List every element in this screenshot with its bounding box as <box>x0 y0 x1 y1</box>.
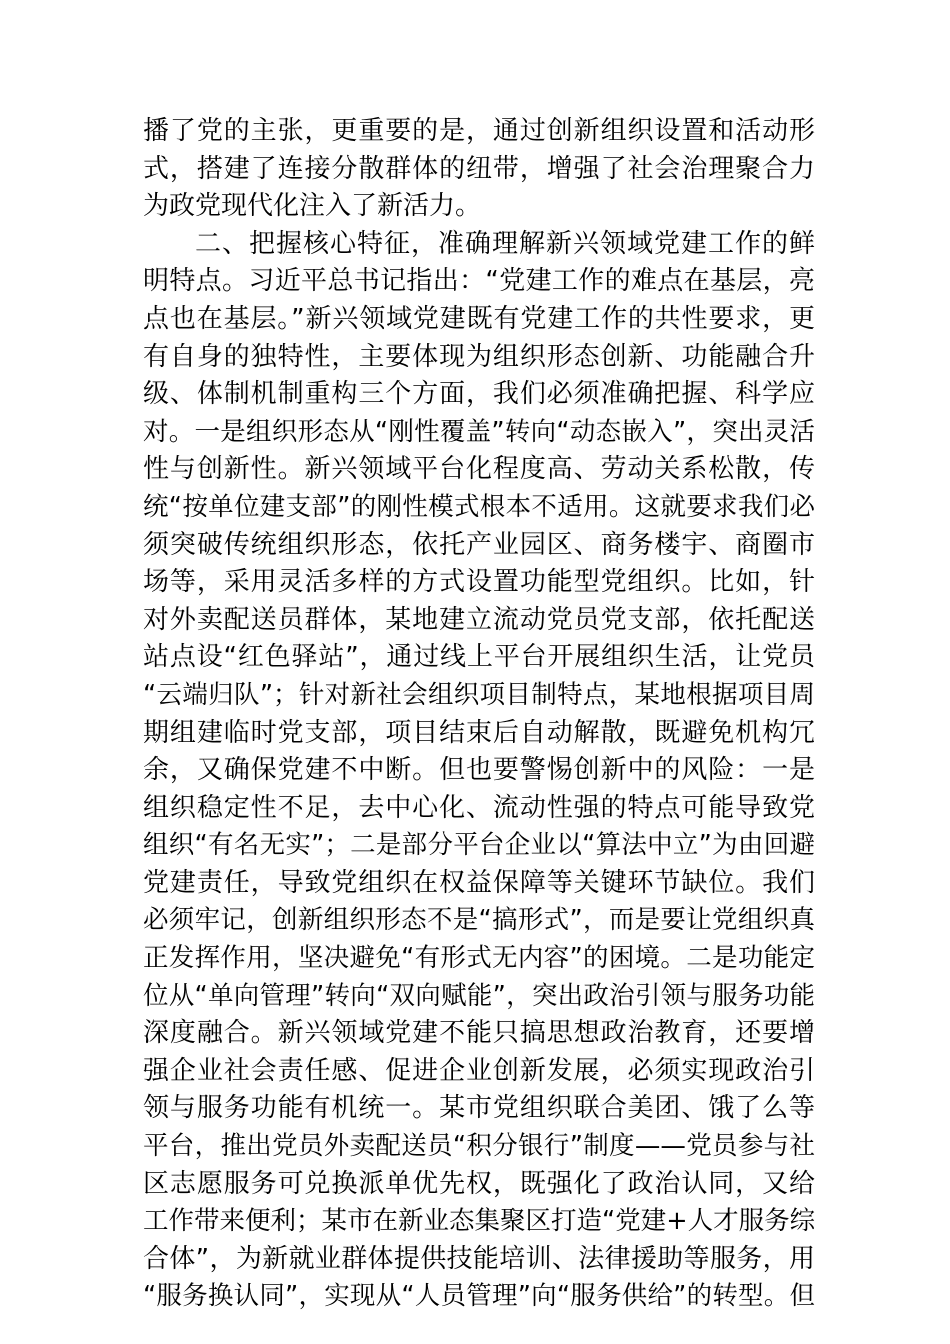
text-line: 场等，采用灵活多样的方式设置功能型党组织。比如，针 <box>143 567 815 598</box>
text-line: 须突破传统组织形态，依托产业园区、商务楼宇、商圈市 <box>143 529 815 560</box>
text-line: 性与创新性。新兴领域平台化程度高、劳动关系松散，传 <box>143 454 815 485</box>
text-line: 深度融合。新兴领域党建不能只搞思想政治教育，还要增 <box>143 1018 815 1049</box>
text-line: 有自身的独特性，主要体现为组织形态创新、功能融合升 <box>143 341 815 372</box>
text-line: 点也在基层。”新兴领域党建既有党建工作的共性要求，更 <box>143 303 815 334</box>
text-line: 统“按单位建支部”的刚性模式根本不适用。这就要求我们必 <box>143 491 815 522</box>
text-line: 组织稳定性不足，去中心化、流动性强的特点可能导致党 <box>143 792 815 823</box>
text-line: 对外卖配送员群体，某地建立流动党员党支部，依托配送 <box>143 604 815 635</box>
text-line: 平台，推出党员外卖配送员“积分银行”制度——党员参与社 <box>143 1131 815 1162</box>
body-text <box>143 113 815 1316</box>
text-line: “云端归队”；针对新社会组织项目制特点，某地根据项目周 <box>143 679 815 710</box>
text-line: 明特点。习近平总书记指出：“党建工作的难点在基层，亮 <box>143 266 815 297</box>
section-heading-line: 二、把握核心特征，准确理解新兴领域党建工作的鲜 <box>195 228 815 259</box>
text-line: “服务换认同”，实现从“人员管理”向“服务供给”的转型。但 <box>143 1281 815 1312</box>
text-line: 领与服务功能有机统一。某市党组织联合美团、饿了么等 <box>143 1093 815 1124</box>
text-line: 组织“有名无实”；二是部分平台企业以“算法中立”为由回避 <box>143 830 815 861</box>
text-line: 区志愿服务可兑换派单优先权，既强化了政治认同，又给 <box>143 1168 815 1199</box>
text-line: 位从“单向管理”转向“双向赋能”，突出政治引领与服务功能 <box>143 980 815 1011</box>
text-line: 余，又确保党建不中断。但也要警惕创新中的风险：一是 <box>143 755 815 786</box>
text-line: 强企业社会责任感、促进企业创新发展，必须实现政治引 <box>143 1055 815 1086</box>
text-line: 对。一是组织形态从“刚性覆盖”转向“动态嵌入”，突出灵活 <box>143 416 815 447</box>
text-line: 必须牢记，创新组织形态不是“搞形式”，而是要让党组织真 <box>143 905 815 936</box>
text-line: 级、体制机制重构三个方面，我们必须准确把握、科学应 <box>143 379 815 410</box>
text-line: 为政党现代化注入了新活力。 <box>143 191 482 222</box>
text-line: 站点设“红色驿站”，通过线上平台开展组织生活，让党员 <box>143 642 815 673</box>
text-line: 正发挥作用，坚决避免“有形式无内容”的困境。二是功能定 <box>143 943 815 974</box>
text-line: 播了党的主张，更重要的是，通过创新组织设置和活动形 <box>143 116 815 146</box>
text-line: 党建责任，导致党组织在权益保障等关键环节缺位。我们 <box>143 867 815 898</box>
text-line: 式，搭建了连接分散群体的纽带，增强了社会治理聚合力 <box>143 153 815 184</box>
text-line: 期组建临时党支部，项目结束后自动解散，既避免机构冗 <box>143 717 815 748</box>
text-line: 工作带来便利；某市在新业态集聚区打造“党建+人才服务综 <box>143 1206 816 1237</box>
text-line: 合体”，为新就业群体提供技能培训、法律援助等服务，用 <box>143 1243 815 1274</box>
